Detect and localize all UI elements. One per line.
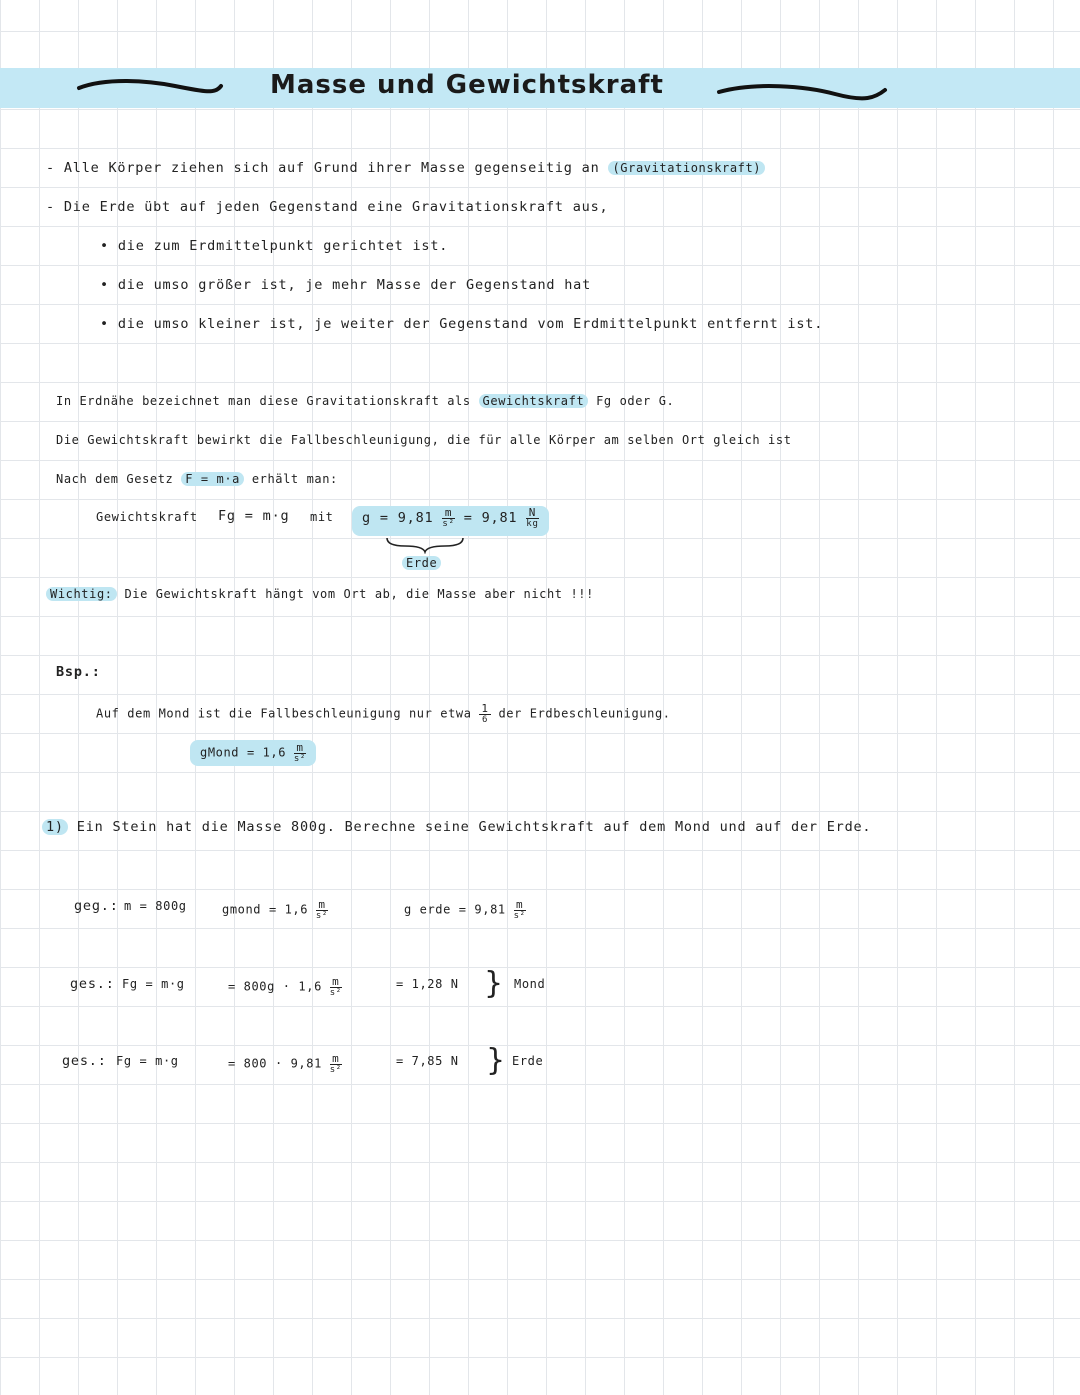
g-equals: = 9,81 (463, 510, 518, 526)
definition-line-3b: erhält man: (251, 472, 338, 486)
calc-1-unit (330, 976, 342, 998)
given-gmond-unit-den: s² (315, 911, 328, 921)
g-mond-unit-num: m (294, 742, 306, 754)
g-unit-den: s² (442, 519, 455, 529)
g-unit2-den: kg (526, 519, 539, 529)
bullet-3: • die umso kleiner ist, je weiter der Gegenstand vom Erdmittelpunkt entfernt ist. (100, 316, 824, 332)
calc-1 (228, 976, 342, 998)
intro-line-1 (46, 160, 765, 176)
g-unit-fraction (442, 507, 454, 529)
calc-1-unit-num: m (330, 976, 342, 988)
given-gerde-unit (514, 899, 526, 921)
formula-label: Gewichtskraft (96, 510, 198, 524)
important-text: Die Gewichtskraft hängt vom Ort ab, die Masse aber nicht !!! (124, 587, 594, 601)
calc-2-unit (330, 1053, 342, 1075)
definition-line-1b: Fg oder G. (596, 394, 675, 408)
result-1-tag: Mond (514, 977, 546, 991)
g-mond-unit-den: s² (293, 754, 306, 764)
result-2: = 7,85 N (396, 1054, 459, 1068)
intro-line-2: - Die Erde übt auf jeden Gegenstand eine Gravitationskraft aus, (46, 199, 609, 215)
title-squiggle-left (75, 76, 225, 100)
g-unit2-fraction (526, 507, 538, 529)
calc-2 (228, 1053, 342, 1075)
result-2-tag: Erde (512, 1054, 544, 1068)
task-number: 1) (42, 819, 68, 835)
curly-brace-icon (385, 536, 465, 554)
given-gerde (404, 899, 526, 921)
sought-1-formula: Fg = m·g (122, 977, 185, 991)
example-text-b: der Erdbeschleunigung. (498, 706, 671, 721)
example-line (96, 703, 671, 725)
bullet-1-text: die zum Erdmittelpunkt gerichtet ist. (117, 238, 449, 254)
page-title: Masse und Gewichtskraft (270, 70, 664, 100)
important-line (46, 587, 594, 601)
given-gmond (222, 899, 328, 921)
newton-law-highlight: F = m·a (181, 472, 244, 486)
definition-line-2: Die Gewichtskraft bewirkt die Fallbeschleunigung, die für alle Körper am selben Ort gleich ist (56, 433, 792, 447)
calc-2-unit-den: s² (329, 1065, 342, 1075)
given-mass: m = 800g (124, 899, 187, 913)
brace-erde-icon: } (486, 1043, 506, 1078)
intro-line-1-text: - Alle Körper ziehen sich auf Grund ihrer Masse gegenseitig an (46, 160, 600, 176)
definition-line-1 (56, 394, 674, 408)
definition-line-3a: Nach dem Gesetz (56, 472, 174, 486)
task-line (42, 819, 871, 835)
weight-formula: Fg = m·g (218, 508, 290, 524)
sought-1-label: ges.: (70, 976, 115, 992)
g-mond-label: gMond (200, 745, 240, 760)
calc-1-unit-den: s² (329, 988, 342, 998)
title-squiggle-right (715, 80, 890, 104)
gravitation-highlight: (Gravitationskraft) (608, 161, 765, 175)
bullet-2: • die umso größer ist, je mehr Masse der Gegenstand hat (100, 277, 592, 293)
calc-2-unit-num: m (330, 1053, 342, 1065)
result-1: = 1,28 N (396, 977, 459, 991)
gewichtskraft-highlight: Gewichtskraft (479, 394, 589, 408)
g-value-highlight (352, 506, 549, 536)
one-sixth-fraction (479, 703, 490, 725)
g-mond-highlight (190, 740, 316, 766)
formula-mit: mit (310, 510, 334, 524)
definition-line-1a: In Erdnähe bezeichnet man diese Gravitationskraft als (56, 394, 471, 408)
calc-1-text: = 800g · 1,6 (228, 979, 322, 994)
given-gerde-text: g erde = 9,81 (404, 902, 506, 917)
g-mond-value: = 1,6 (246, 745, 287, 760)
erde-label: Erde (402, 556, 441, 570)
g-unit2-num: N (526, 507, 538, 519)
bullet-3-text: die umso kleiner ist, je weiter der Gegenstand vom Erdmittelpunkt entfernt ist. (117, 316, 824, 332)
given-gerde-unit-num: m (514, 899, 526, 911)
example-label: Bsp.: (56, 664, 101, 680)
given-label: geg.: (74, 898, 119, 914)
sought-2-label: ges.: (62, 1053, 107, 1069)
given-gmond-text: gmond = 1,6 (222, 902, 309, 917)
g-mond-unit-fraction (294, 742, 306, 764)
calc-2-text: = 800 · 9,81 (228, 1056, 322, 1071)
brace-mond-icon: } (484, 966, 504, 1001)
one-sixth-num: 1 (481, 702, 489, 715)
g-value: g = 9,81 (362, 510, 434, 526)
important-label: Wichtig: (46, 587, 117, 601)
given-gmond-unit (316, 899, 328, 921)
example-text-a: Auf dem Mond ist die Fallbeschleunigung nur etwa (96, 706, 472, 721)
given-gerde-unit-den: s² (513, 911, 526, 921)
definition-line-3 (56, 472, 338, 486)
g-unit-num: m (442, 507, 454, 519)
one-sixth-den: 6 (482, 715, 489, 725)
bullet-1: • die zum Erdmittelpunkt gerichtet ist. (100, 238, 449, 254)
given-gmond-unit-num: m (316, 899, 328, 911)
sought-2-formula: Fg = m·g (116, 1054, 179, 1068)
task-text: Ein Stein hat die Masse 800g. Berechne seine Gewichtskraft auf dem Mond und auf der Erde. (76, 819, 872, 835)
bullet-2-text: die umso größer ist, je mehr Masse der Gegenstand hat (117, 277, 592, 293)
